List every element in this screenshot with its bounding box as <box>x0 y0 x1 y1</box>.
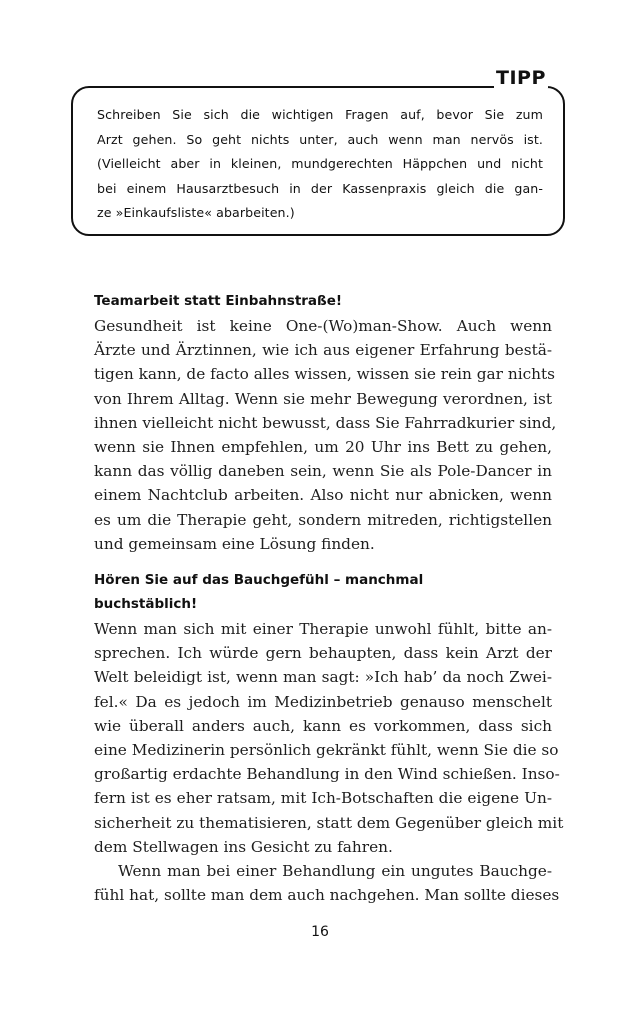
section-teamarbeit <box>94 289 557 556</box>
text-line: fern ist es eher ratsam, mit Ich-Botschaften die eigene Un- <box>94 789 552 808</box>
text-line: eine Medizinerin persönlich gekränkt fühlt, wenn Sie die so <box>94 741 559 760</box>
section-body <box>94 314 557 556</box>
section-bauchgefuehl <box>94 568 564 907</box>
tipp-line: (Vielleicht aber in kleinen, mundgerechten Häppchen und nicht <box>97 156 543 171</box>
text-line: von Ihrem Alltag. Wenn sie mehr Bewegung verordnen, ist <box>94 389 552 408</box>
text-line: Gesundheit ist keine One-(Wo)man-Show. Auch wenn <box>94 317 552 335</box>
tipp-line: bei einem Hausarztbesuch in der Kassenpraxis gleich die gan- <box>97 180 543 196</box>
text-line: Wenn man bei einer Behandlung ein ungutes Bauchge- <box>118 862 552 881</box>
text-line: fühl hat, sollte man dem auch nachgehen. Man sollte dieses <box>94 886 560 905</box>
text-line: einem Nachtclub arbeiten. Also nicht nur abnicken, wenn <box>94 486 552 505</box>
text-line: dem Stellwagen ins Gesicht zu fahren. <box>94 837 393 856</box>
section-body <box>94 617 564 907</box>
text-line: Welt beleidigt ist, wenn man sagt: »Ich hab’ da noch Zwei- <box>94 668 552 687</box>
text-line: großartig erdachte Behandlung in den Wind schießen. Inso- <box>94 765 560 784</box>
section-heading: Teamarbeit statt Einbahnstraße! <box>94 293 343 309</box>
tipp-line: ze »Einkaufsliste« abarbeiten.) <box>97 205 295 220</box>
heading-line: Hören Sie auf das Bauchgefühl – manchmal <box>94 572 424 588</box>
text-line: Ärzte und Ärztinnen, wie ich aus eigener Erfahrung bestä- <box>94 341 552 360</box>
heading-line: buchstäblich! <box>94 596 198 612</box>
tipp-line: Schreiben Sie sich die wichtigen Fragen auf, bevor Sie zum <box>97 107 543 122</box>
text-line: fel.« Da es jedoch im Medizinbetrieb genauso menschelt <box>94 692 552 711</box>
page-number: 16 <box>311 924 329 940</box>
text-line: wie überall anders auch, kann es vorkommen, dass sich <box>94 716 552 735</box>
tipp-text <box>97 103 543 226</box>
text-line: ihnen vielleicht nicht bewusst, dass Sie Fahrradkurier sind, <box>94 413 557 432</box>
text-line: kann das völlig daneben sein, wenn Sie als Pole-Dancer in <box>94 462 552 481</box>
text-line: wenn sie Ihnen empfehlen, um 20 Uhr ins Bett zu gehen, <box>94 438 552 457</box>
text-line: es um die Therapie geht, sondern mitreden, richtigstellen <box>94 510 552 529</box>
tipp-label: TIPP <box>496 67 546 89</box>
tipp-line: Arzt gehen. So geht nichts unter, auch wenn man nervös ist. <box>97 131 543 147</box>
text-line: und gemeinsam eine Lösung finden. <box>94 534 375 553</box>
text-line: Wenn man sich mit einer Therapie unwohl fühlt, bitte an- <box>94 620 552 638</box>
text-line: sprechen. Ich würde gern behaupten, dass kein Arzt der <box>94 644 552 663</box>
tipp-callout-box <box>71 86 565 236</box>
section-heading <box>94 568 552 616</box>
text-line: sicherheit zu thematisieren, statt dem Gegenüber gleich mit <box>94 813 564 832</box>
text-line: tigen kann, de facto alles wissen, wissen sie rein gar nichts <box>94 365 556 384</box>
